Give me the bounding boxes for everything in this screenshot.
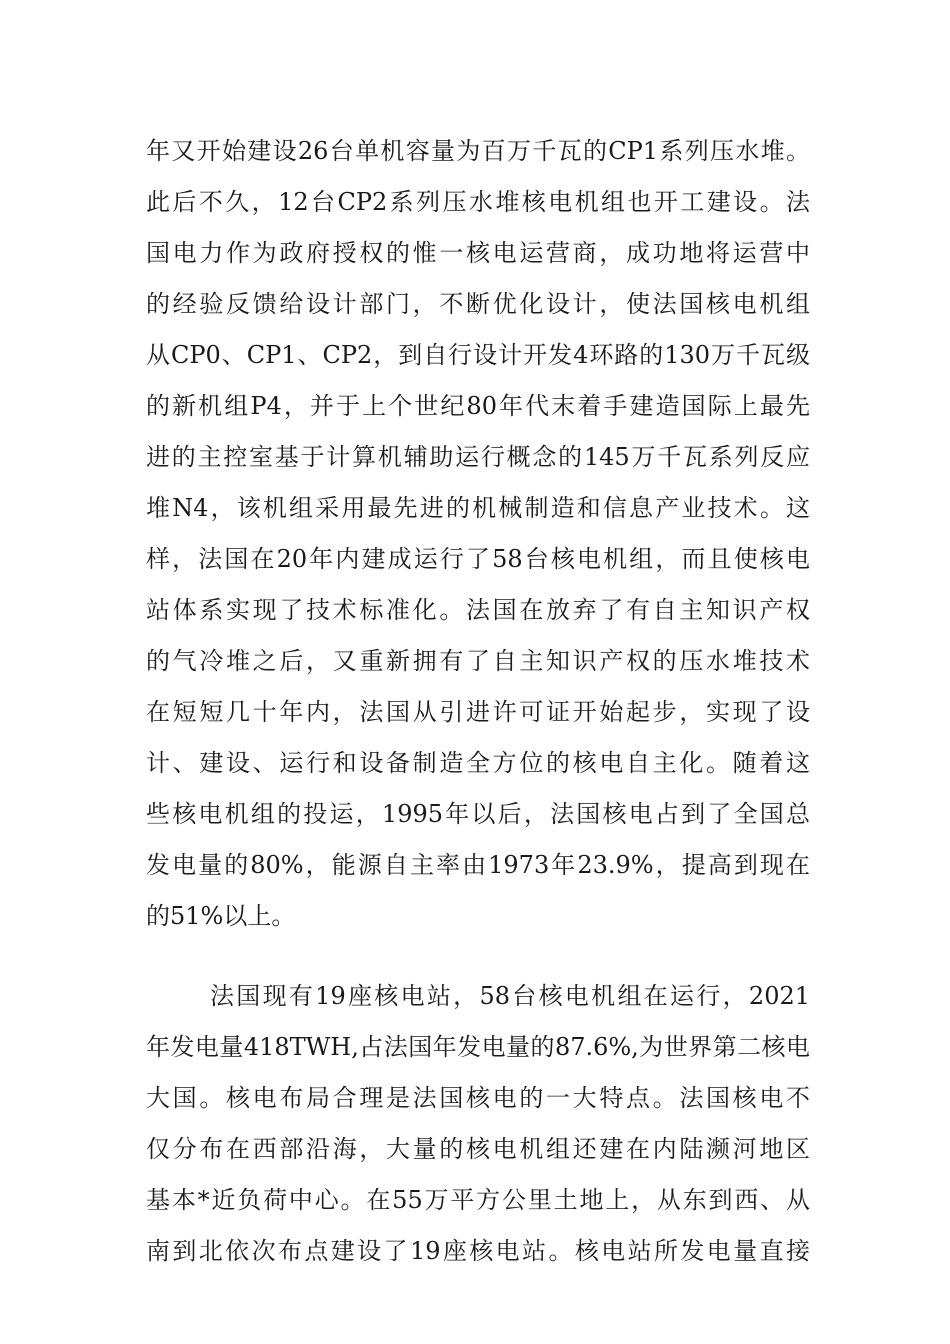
text-line: 计、建设、运行和设备制造全方位的核电自主化。随着这 — [146, 749, 810, 777]
text-line: 的经验反馈给设计部门，不断优化设计，使法国核电机组 — [146, 290, 810, 318]
text-line: 站体系实现了技术标准化。法国在放弃了有自主知识产权 — [146, 596, 810, 624]
paragraph-1 — [146, 126, 810, 942]
text-line: 些核电机组的投运，1995年以后，法国核电占到了全国总 — [146, 800, 810, 828]
text-line: 基本*近负荷中心。在55万平方公里土地上，从东到西、从 — [146, 1186, 810, 1214]
text-line: 在短短几十年内，法国从引进许可证开始起步，实现了设 — [146, 698, 810, 726]
text-line: 南到北依次布点建设了19座核电站。核电站所发电量直接 — [146, 1237, 810, 1265]
text-line: 进的主控室基于计算机辅助运行概念的145万千瓦系列反应 — [146, 443, 810, 471]
text-line: 大国。核电布局合理是法国核电的一大特点。法国核电不 — [146, 1084, 810, 1112]
text-line: 年又开始建设26台单机容量为百万千瓦的CP1系列压水堆。 — [146, 137, 810, 165]
text-line: 国电力作为政府授权的惟一核电运营商，成功地将运营中 — [146, 239, 810, 267]
text-line: 堆N4，该机组采用最先进的机械制造和信息产业技术。这 — [146, 494, 810, 522]
text-line: 的气冷堆之后，又重新拥有了自主知识产权的压水堆技术 — [146, 647, 810, 675]
paragraph-2 — [146, 971, 810, 1277]
text-line: 的新机组P4，并于上个世纪80年代末着手建造国际上最先 — [146, 392, 810, 420]
text-line: 发电量的80%，能源自主率由1973年23.9%，提高到现在 — [146, 851, 810, 879]
text-line: 仅分布在西部沿海，大量的核电机组还建在内陆濒河地区 — [146, 1135, 810, 1163]
document-body — [146, 126, 810, 1277]
text-line: 法国现有19座核电站，58台核电机组在运行，2021 — [210, 982, 810, 1010]
paragraph-spacing — [146, 942, 810, 971]
text-line: 从CP0、CP1、CP2，到自行设计开发4环路的130万千瓦级 — [146, 341, 810, 369]
text-line: 此后不久，12台CP2系列压水堆核电机组也开工建设。法 — [146, 188, 810, 216]
text-line: 的51%以上。 — [146, 902, 296, 930]
text-line: 年发电量418TWH,占法国年发电量的87.6%,为世界第二核电 — [146, 1033, 810, 1061]
text-line: 样，法国在20年内建成运行了58台核电机组，而且使核电 — [146, 545, 810, 573]
